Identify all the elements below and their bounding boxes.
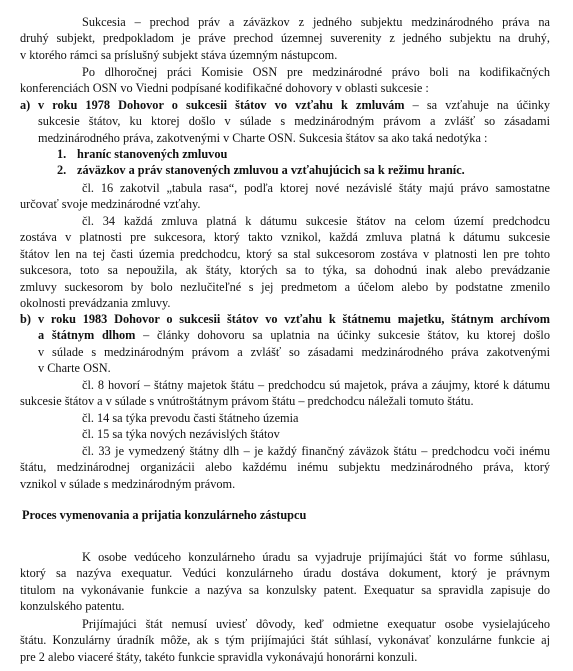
text-line: štátov len na tej časti územia predchodcu, ktorý sa stal sukcesorom zostáva v platnosti len pre tohto (20, 246, 550, 261)
paragraph-reasons (20, 616, 550, 665)
text-line: zmluvy suckesorom by bolo nezlučiteľné s jej predmetom a účelom alebo by podstatne zmenilo (20, 279, 550, 294)
paragraph-sukcesia (20, 14, 550, 63)
text-line: ktorý sa nazýva exequatur. Vedúci konzulárneho úradu dostáva dokument, ktorý je právnym (20, 566, 550, 581)
heading-text: Proces vymenovania a prijatia konzulárneho zástupcu (22, 508, 307, 522)
paragraph-article-15 (20, 426, 550, 442)
text-line: v súlade s medzinárodným právom a zvlášť so zásadami medzinárodného práva zakotvenými (38, 344, 550, 359)
list-item-a (20, 97, 550, 146)
paragraph-article-34 (20, 213, 550, 311)
text-line: štátu, medzinárodnej organizácii alebo každému inému subjektu medzinárodného práva, ktorý (20, 460, 550, 475)
list-marker: b) (20, 312, 31, 326)
paragraph-article-14 (20, 410, 550, 426)
text-line: konzulského patentu. (20, 599, 125, 614)
text-line: Po dlhoročnej práci Komisie OSN pre medzinárodné právo boli na kodifikačných (82, 65, 550, 79)
list-number: 1. (57, 147, 67, 161)
convention-1978-title: v roku 1978 Dohovor o sukcesii štátov vo vzťahu k zmluvám (38, 98, 405, 112)
paragraph-article-8 (20, 377, 550, 410)
text-line: vznikol v súlade s medzinárodným právom. (20, 476, 236, 491)
list-item-b (20, 311, 550, 377)
text-line: sukcesora, toto sa nepoužila, ak štáty, ktorých sa to týka, sa dohodnú inak alebo prevádzanie (20, 263, 550, 278)
text-line: čl. 33 je vymedzený štátny dlh – je každý finančný záväzok štátu – predchodcu voči inému (82, 444, 550, 458)
list-marker: a) (20, 98, 31, 112)
paragraph-exequatur (20, 549, 550, 615)
text-line: v ktorého rámci sa príslušný subjekt stáva územným nástupcom. (20, 47, 338, 62)
text-line: medzinárodného práva, zakotvenými v Charte OSN. Sukcesia štátov sa ako taká nedotýka : (38, 130, 488, 145)
text-line: čl. 14 sa týka prevodu časti štátneho územia (82, 411, 299, 425)
text-line: sukcesie štátov, ku ktorej došlo v súlade s medzinárodným právom a zvlášť so zásadami (38, 114, 550, 129)
text-fragment: – články dohovoru sa uplatnia na účinky sukcesie štátov, ku ktorej došlo (135, 328, 550, 343)
list-item-text: záväzkov a práv stanovených zmluvou a vzťahujúcich sa k režimu hraníc. (77, 163, 465, 178)
convention-1983-title: v roku 1983 Dohovor o sukcesii štátov vo vzťahu k štátnemu majetku, štátnym archívom (38, 312, 550, 326)
numbered-list (20, 146, 550, 179)
text-line: konferenciách OSN vo Viedni podpísané kodifikačné dohovory v oblasti sukcesie : (20, 81, 429, 96)
text-line: druhý subjekt, predpokladom je práve prechod územnej suverenity z jedného subjektu na druhý, (20, 31, 550, 46)
text-line: čl. 34 každá zmluva platná k dátumu sukcesie štátov na celom území predchodcu (82, 214, 550, 228)
paragraph-article-16 (20, 180, 550, 213)
text-line: okolnosti prevádzania zmluvy. (20, 296, 171, 311)
list-number: 2. (57, 163, 67, 178)
text-fragment: – sa vzťahuje na účinky (404, 98, 551, 112)
text-line: čl. 15 sa týka nových nezávislých štátov (82, 427, 280, 441)
text-line: čl. 16 zakotvil „tabula rasa“, podľa ktorej nové nezávislé štáty majú právo samostatne (82, 181, 550, 195)
paragraph-codification (20, 64, 550, 97)
text-line: štátu. Konzulárny úradník môže, ak s tým prijímajúci štát súhlasí, vykonávať konzulárne funkcie aj (20, 633, 550, 648)
text-line: čl. 8 hovorí – štátny majetok štátu – predchodcu sú majetok, práva a záujmy, ktoré k dátumu (82, 378, 550, 392)
text-line: v Charte OSN. (38, 361, 111, 376)
text-line: zostáva v platnosti pre sukcesora, ktorý takto vznikol, každá zmluva platná k dátumu sukcesie (20, 230, 550, 245)
text-line: sukcesie štátov a v súlade s vnútroštátnym právom štátu – predchodcu náležali tomuto štátu. (20, 394, 474, 409)
list-item (20, 146, 550, 162)
convention-1983-title-end: a štátnym dlhom (38, 328, 136, 343)
text-line: Sukcesia – prechod práv a záväzkov z jedného subjektu medzinárodného práva na (82, 15, 550, 29)
text-line: pre 2 alebo viaceré štáty, takéto funkcie spravidla vykonávajú honorárni konzuli. (20, 649, 418, 664)
list-item (20, 162, 550, 178)
paragraph-article-33 (20, 443, 550, 492)
text-line: Prijímajúci štát nemusí uviesť dôvody, keď odmietne exequatur osobe vysielajúceho (82, 617, 550, 631)
text-line: titulom na vykonávanie funkcie a nazýva sa konzulsky patent. Exequatur sa spravidla zapisuje do (20, 582, 550, 597)
section-heading (22, 507, 552, 523)
list-item-text: hraníc stanovených zmluvou (77, 147, 228, 161)
text-line: určovať svoje medzinárodné vzťahy. (20, 197, 201, 212)
text-line: K osobe vedúceho konzulárneho úradu sa vyjadruje prijímajúci štát vo forme súhlasu, (82, 550, 550, 564)
